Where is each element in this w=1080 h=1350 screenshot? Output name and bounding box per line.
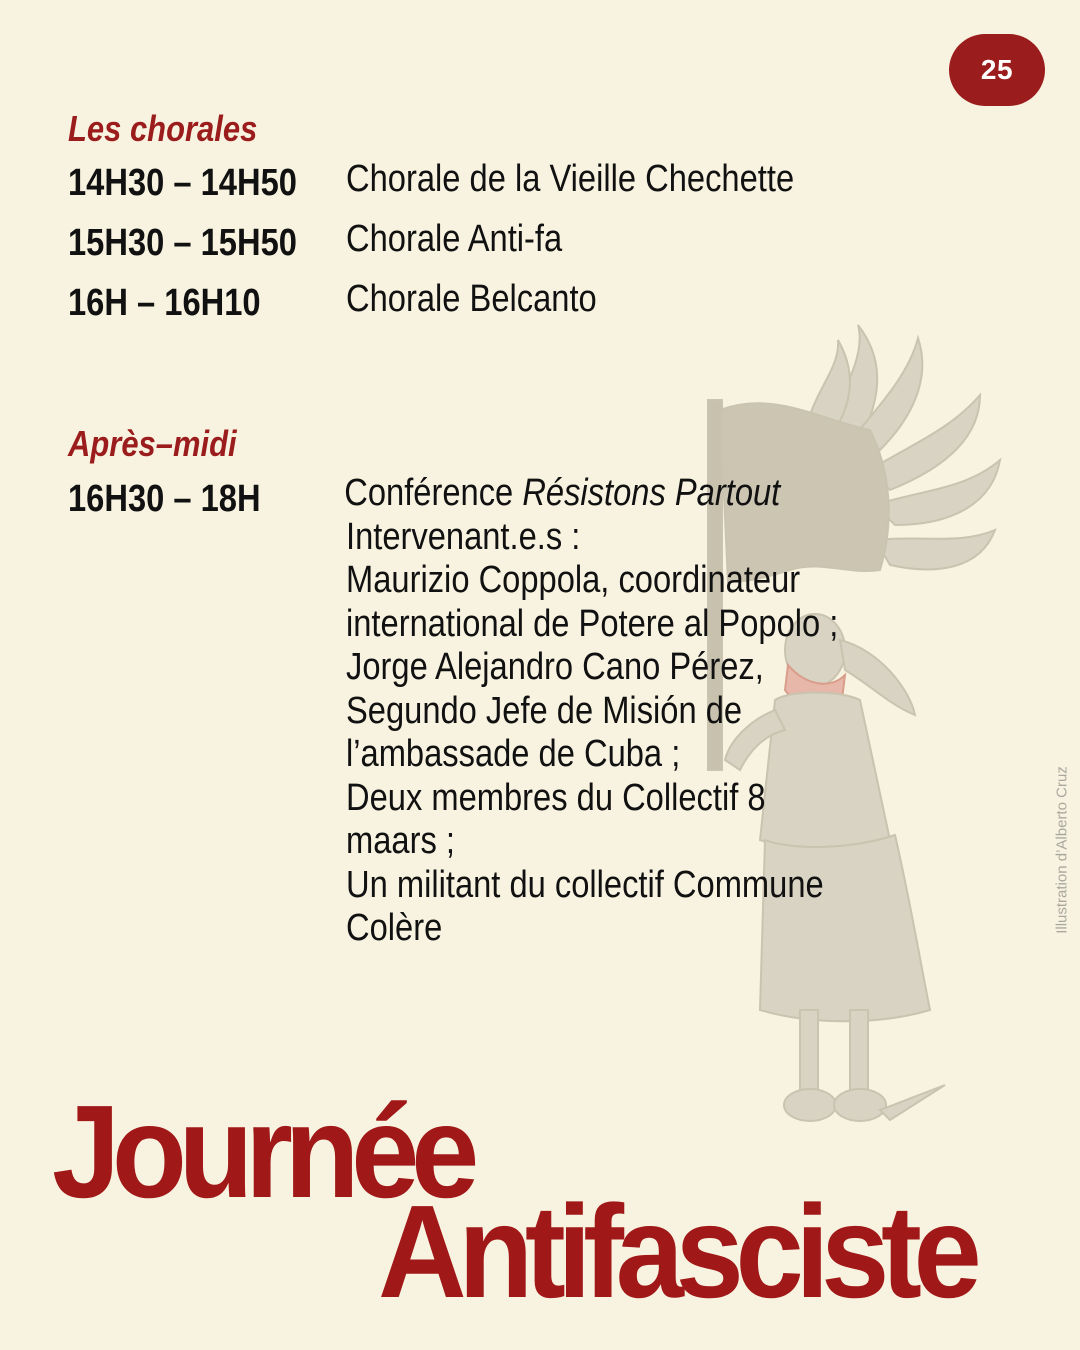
section-title-afternoon: Après–midi (68, 423, 237, 464)
schedule-time: 14H30 – 14H50 (68, 162, 297, 204)
schedule-time: 16H30 – 18H (68, 478, 261, 520)
speaker-line: maars ; (346, 820, 455, 862)
speaker-line: Maurizio Coppola, coordinateur (346, 559, 801, 601)
schedule-activity: Chorale de la Vieille Chechette (346, 158, 795, 200)
conference-prefix: Conférence (344, 472, 523, 514)
speaker-line: Segundo Jefe de Misión de (346, 689, 743, 732)
schedule-activity: Chorale Anti-fa (346, 218, 563, 260)
schedule-activity: Chorale Belcanto (346, 278, 597, 320)
speaker-line: l’ambassade de Cuba ; (346, 733, 681, 775)
page-number-badge: 25 (949, 34, 1045, 106)
conference-title: Résistons Partout (522, 472, 781, 514)
speaker-line: Jorge Alejandro Cano Pérez, (346, 646, 764, 688)
conference-title-line (344, 472, 905, 516)
section-title-chorales: Les chorales (68, 108, 258, 149)
speaker-line: international de Potere al Popolo ; (346, 602, 839, 645)
speaker-line: Deux membres du Collectif 8 (346, 776, 766, 819)
conference-details (346, 472, 905, 951)
event-title-line2: Antifasciste (378, 1178, 974, 1325)
event-title-line1: Journée (52, 1078, 471, 1225)
schedule-time: 16H – 16H10 (68, 282, 261, 324)
speaker-line: Intervenant.e.s : (346, 515, 581, 558)
speaker-line: Colère (346, 907, 443, 949)
schedule-time: 15H30 – 15H50 (68, 222, 297, 264)
illustration-credit: Illustration d’Alberto Cruz (1053, 766, 1071, 934)
speaker-line: Un militant du collectif Commune (346, 863, 824, 906)
